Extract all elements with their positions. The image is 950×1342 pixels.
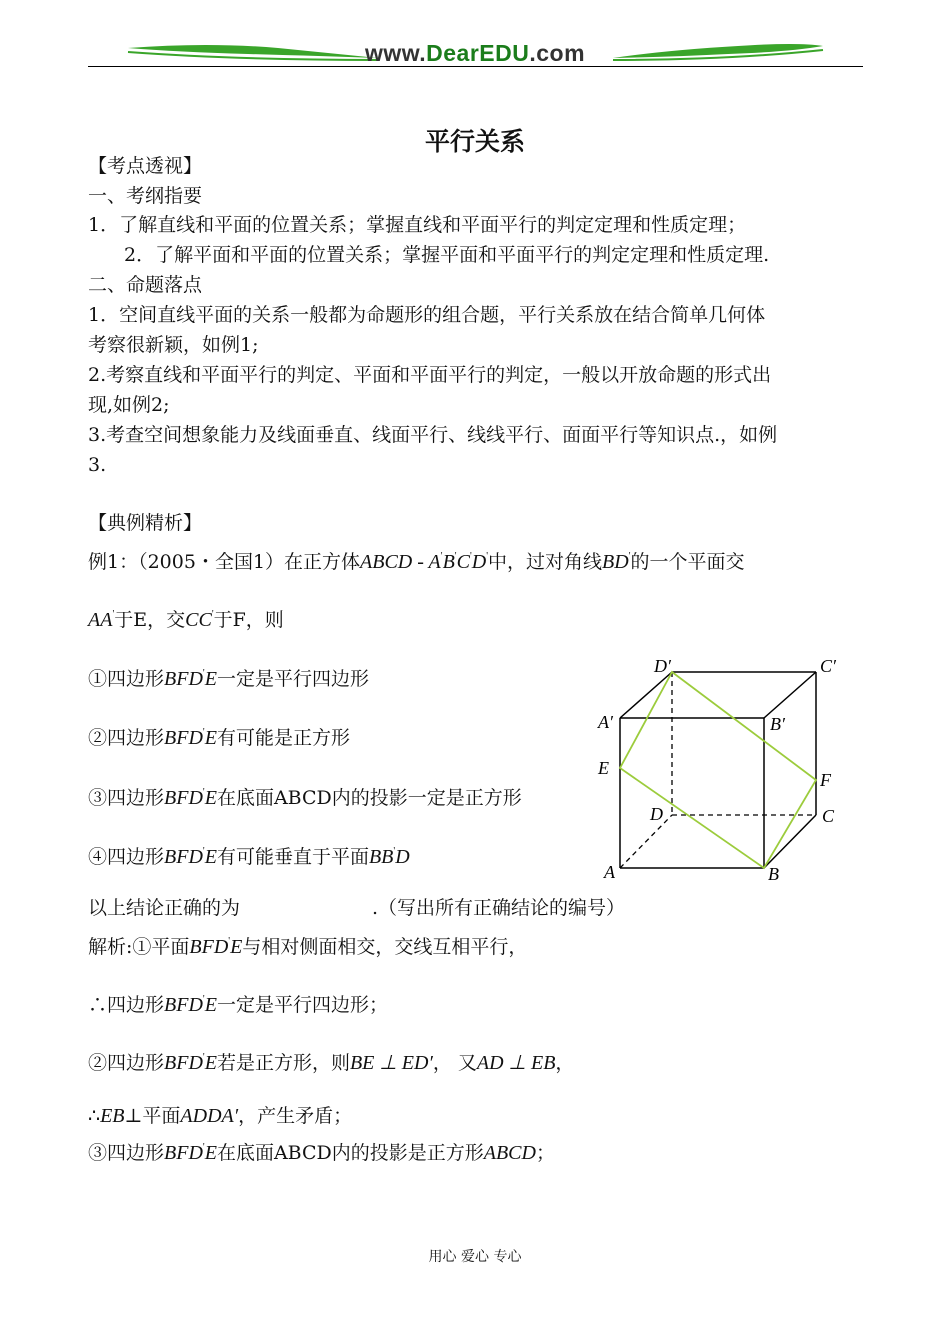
- focus-item-2-line1: 2.考察直线和平面平行的判定、平面和平面平行的判定，一般以开放命题的形式出: [88, 364, 772, 386]
- label-f: F: [820, 770, 831, 790]
- plane-d: D: [395, 846, 410, 868]
- statement-2-prefix: ②四边形: [88, 727, 165, 749]
- statement-4-mid: 有可能垂直于平面: [216, 846, 369, 868]
- section-examples: 【典例精析】: [88, 512, 203, 534]
- solution-l3-prefix: ②四边形: [88, 1052, 165, 1074]
- focus-heading: 二、命题落点: [88, 274, 203, 296]
- example1-line1: [88, 545, 745, 574]
- label-a: A: [604, 862, 615, 882]
- quad-e: E: [204, 787, 217, 809]
- quad-name: BFD: [164, 1052, 203, 1074]
- solution-l5-mid: 在底面ABCD内的投影是正方形: [216, 1142, 484, 1164]
- prime-mark: ': [454, 551, 457, 562]
- solution-line-3: [88, 1046, 574, 1075]
- focus-item-2-line2: 现,如例2;: [88, 394, 170, 416]
- solution-l3-mid2: ， 又: [432, 1052, 477, 1074]
- edge-cc: CC: [185, 609, 212, 631]
- example1-line2: [88, 603, 284, 632]
- hidden-edges: [620, 672, 816, 868]
- example1-line2-b: 于F，则: [213, 609, 284, 631]
- solution-line-4: [88, 1104, 352, 1128]
- quad-e: E: [204, 1142, 217, 1164]
- statement-2-suffix: 有可能是正方形: [216, 727, 350, 749]
- solution-line-2: [88, 988, 388, 1017]
- cube-figure: [590, 650, 850, 890]
- example1-line2-a: 于E，交: [114, 609, 186, 631]
- solution-l1-suffix: 与相对侧面相交，交线互相平行，: [242, 936, 528, 958]
- quad-e: E: [204, 846, 217, 868]
- solution-l5-suffix: ；: [535, 1142, 555, 1164]
- quad-name: BFD: [164, 846, 203, 868]
- section-quadrilateral-bfde: [620, 672, 816, 868]
- statement-1-suffix: 一定是平行四边形: [216, 668, 369, 690]
- prime-mark: ': [486, 551, 489, 562]
- quad-name: BFD: [164, 994, 203, 1016]
- quad-name: BFD: [164, 668, 203, 690]
- section-kaodian: 【考点透视】: [88, 155, 203, 177]
- solution-l3-mid: 若是正方形，则: [216, 1052, 350, 1074]
- plane-bb: BB: [368, 846, 394, 868]
- quad-e: E: [204, 668, 217, 690]
- statement-2: [88, 721, 350, 750]
- example1-suffix: 的一个平面交: [630, 551, 745, 573]
- prime-mark: ': [202, 994, 205, 1005]
- quad-name: BFD: [164, 1142, 203, 1164]
- quad-e: E: [204, 994, 217, 1016]
- outline-item-2: 2．了解平面和平面的位置关系；掌握平面和平面平行的判定定理和性质定理.: [124, 244, 770, 266]
- vertex-labels: [597, 656, 837, 884]
- outline-item-1: 1．了解直线和平面的位置关系；掌握直线和平面平行的判定定理和性质定理；: [88, 214, 747, 236]
- logo-brand: DearEDU: [426, 40, 530, 66]
- statement-3-prefix: ③四边形: [88, 787, 165, 809]
- cube-c: C: [456, 551, 470, 573]
- site-logo: [0, 40, 950, 67]
- example1-prefix: 例1：（2005・全国1）在正方体: [88, 551, 361, 573]
- header-rule: [88, 66, 863, 67]
- prime-mark: ': [112, 609, 115, 620]
- math-ad-perp-eb: AD ⊥ EB: [476, 1052, 556, 1074]
- math-abcd: ABCD: [483, 1142, 536, 1164]
- quad-name: BFD: [164, 727, 203, 749]
- label-c1: C′: [820, 656, 836, 676]
- quad-name: BFD: [189, 936, 229, 958]
- statement-4: [88, 840, 410, 869]
- quad-e: E: [230, 936, 243, 958]
- math-be-perp-ed: BE ⊥ ED′: [349, 1052, 433, 1074]
- page-title: 平行关系: [424, 127, 525, 156]
- page-footer: 用心 爱心 专心: [428, 1249, 522, 1265]
- label-b: B: [768, 864, 779, 884]
- statement-3: [88, 781, 522, 810]
- prime-mark: ': [202, 1052, 205, 1063]
- therefore-symbol: ∴: [88, 1105, 101, 1127]
- edge-a-d: [620, 815, 672, 868]
- statement-3-suffix: 在底面ABCD内的投影一定是正方形: [216, 787, 522, 809]
- solution-l3-end: ，: [555, 1052, 575, 1074]
- solution-line-1: [88, 930, 527, 959]
- prime-mark: ': [202, 1142, 205, 1153]
- label-a1: A′: [598, 712, 613, 732]
- outline-heading: 一、考纲指要: [88, 185, 203, 207]
- label-e: E: [598, 758, 609, 778]
- diagonal: BD: [602, 551, 629, 573]
- cube-d: D: [471, 551, 487, 573]
- example1-mid: 中，过对角线: [488, 551, 603, 573]
- prime-mark: ': [202, 668, 205, 679]
- solution-l4-suffix: ，产生矛盾；: [238, 1105, 353, 1127]
- label-d: D: [650, 804, 663, 824]
- math-adda: ADDA′: [180, 1105, 239, 1127]
- prime-mark: ': [211, 609, 214, 620]
- focus-item-1-line2: 考察很新颖，如例1;: [88, 334, 259, 356]
- edge-aa: AA: [88, 609, 113, 631]
- answer-suffix: .（写出所有正确结论的编号）: [372, 897, 626, 919]
- focus-item-3-line1: 3.考查空间想象能力及线面垂直、线面平行、线线平行、面面平行等知识点.，如例: [88, 424, 778, 446]
- math-eb: EB: [100, 1105, 125, 1127]
- focus-item-1-line1: 1．空间直线平面的关系一般都为命题形的组合题，平行关系放在结合简单几何体: [88, 304, 766, 326]
- answer-prefix: 以上结论正确的为: [88, 897, 241, 919]
- solution-l4-mid: ⊥平面: [124, 1105, 181, 1127]
- logo-prefix: www.: [364, 40, 427, 66]
- statement-1: [88, 662, 369, 691]
- solution-l2-suffix: 一定是平行四边形；: [216, 994, 388, 1016]
- statement-4-prefix: ④四边形: [88, 846, 165, 868]
- cube-edges: [620, 672, 816, 868]
- edge-c1-b1: [764, 672, 816, 718]
- prime-mark: ': [628, 551, 631, 562]
- prime-mark: ': [393, 846, 396, 857]
- prime-mark: ': [202, 846, 205, 857]
- label-c: C: [822, 806, 835, 826]
- label-b1: B′: [770, 714, 785, 734]
- prime-mark: ': [202, 727, 205, 738]
- answer-line: [88, 896, 625, 920]
- prime-mark: ': [440, 551, 443, 562]
- quad-e: E: [204, 727, 217, 749]
- prime-mark: ': [228, 936, 231, 947]
- prime-mark: ': [202, 787, 205, 798]
- cube-b: B: [442, 551, 455, 573]
- quad-name: BFD: [164, 787, 203, 809]
- solution-line-5: [88, 1136, 555, 1165]
- quad-e: E: [204, 1052, 217, 1074]
- focus-item-3-line2: 3.: [88, 454, 107, 476]
- prime-mark: ': [469, 551, 472, 562]
- logo-suffix: .com: [529, 40, 586, 66]
- cube-name: ABCD - A: [360, 551, 441, 573]
- solution-l5-prefix: ③四边形: [88, 1142, 165, 1164]
- edge-a1-d1: [620, 672, 672, 718]
- label-d1: D′: [654, 656, 671, 676]
- statement-1-prefix: ①四边形: [88, 668, 165, 690]
- solution-l2-prefix: ∴四边形: [88, 994, 165, 1016]
- solution-l1-prefix: 解析:①平面: [88, 936, 190, 958]
